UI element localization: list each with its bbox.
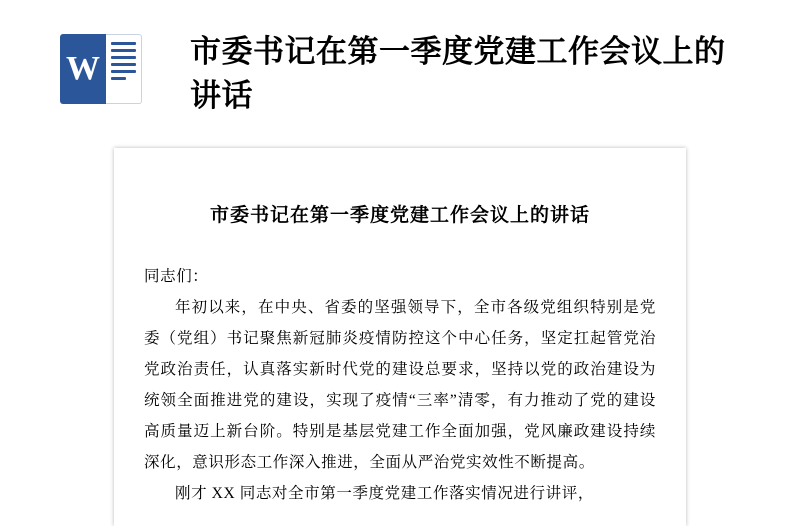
word-icon-line <box>111 77 126 80</box>
document-heading: 市委书记在第一季度党建工作会议上的讲话 <box>209 205 590 226</box>
document-body <box>144 261 656 509</box>
preview-header <box>0 0 800 140</box>
word-icon-line <box>111 49 136 52</box>
document-paragraph: 刚才 XX 同志对全市第一季度党建工作落实情况进行讲评， <box>175 485 594 502</box>
word-icon-line <box>111 42 136 45</box>
document-sheet <box>114 148 686 526</box>
word-document-icon <box>60 34 142 104</box>
word-icon-line <box>111 70 136 73</box>
word-icon-line <box>111 63 136 66</box>
document-paragraph: 同志们： <box>144 268 209 285</box>
page-title: 市委书记在第一季度党建工作会议上的讲话 <box>190 34 726 113</box>
word-icon-badge <box>60 34 106 104</box>
document-paragraph: 年初以来，在中央、省委的坚强领导下，全市各级党组织特别是党委（党组）书记聚焦新冠肺炎疫情防控这个中心任务，坚定扛起管党治党政治责任，认真落实新时代党的建设总要求，坚持以党的政治建设为统领全面推进党的建设，实现了疫情“三率”清零，有力推动了党的建设高质量迈上新台阶。特别是基层党建工作全面加强，党风廉政建设持续深化，意识形态工作深入推进，全面从严治党实效性不断提高。 <box>144 299 656 471</box>
word-icon-lines <box>106 34 142 104</box>
word-icon-line <box>111 56 136 59</box>
word-icon-letter: W <box>66 50 100 87</box>
